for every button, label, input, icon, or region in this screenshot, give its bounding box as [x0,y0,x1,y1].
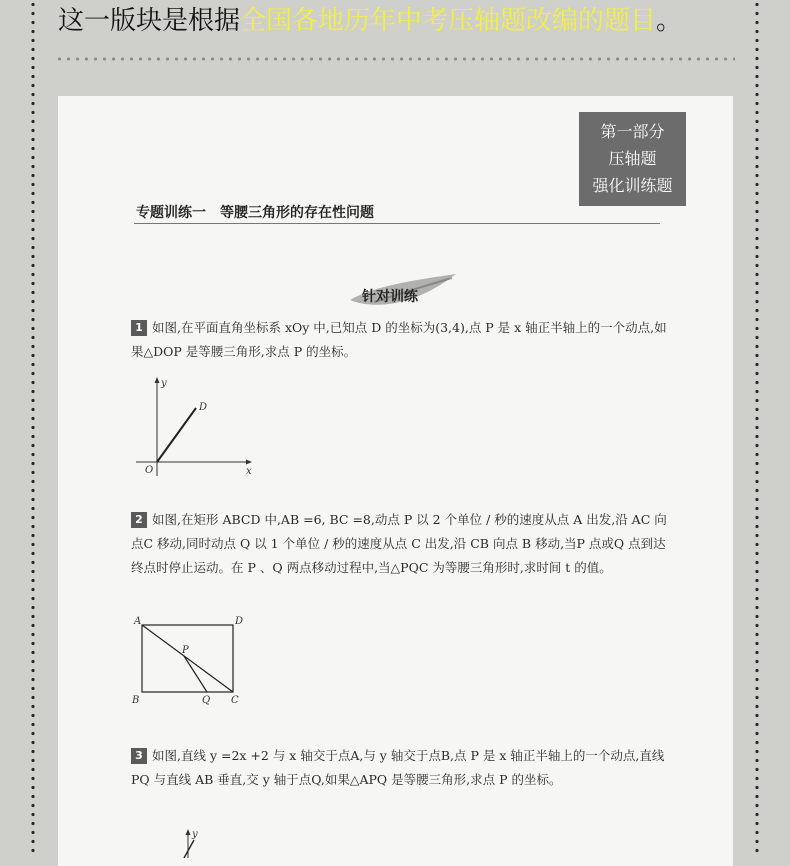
problem-number: 2 [131,512,147,528]
label-q: Q [202,695,211,706]
book-page [58,96,733,866]
banner-label: 针对训练 [362,289,418,305]
figure-rectangle-abcd [130,612,255,712]
problem-3 [131,744,671,792]
part-label-line2: 压轴题 [608,149,657,168]
label-d: D [235,616,244,627]
label-b: B [132,695,140,706]
headline-end: 。 [656,6,683,36]
section-title: 专题训练一 等腰三角形的存在性问题 [136,205,374,221]
part-label-line3: 强化训练题 [592,176,673,195]
problem-text: 如图,在矩形 ABCD 中,AB =6, BC =8,动点 P 以 2 个单位 / 秒的速度从点 A 出发,沿 AC 向点C 移动,同时动点 Q 以 1 个单位 / 秒的速度从点 C 出发,沿 CB 向点 B 移动,当P 点或Q 点到达终点时停止运动。在 P 、Q 两点移动过程中,当△PQC 为等腰三角形时,求时间 t 的值。 [131,512,667,575]
problem-text: 如图,在平面直角坐标系 xOy 中,已知点 D 的坐标为(3,4),点 P 是 x 轴正半轴上的一个动点,如果△DOP 是等腰三角形,求点 P 的坐标。 [131,320,667,359]
problem-1 [131,316,671,364]
headline [58,2,748,42]
label-y: y [161,378,167,389]
label-x: x [246,466,252,477]
segment-od [157,408,196,462]
problem-2 [131,508,671,580]
label-y: y [192,829,198,840]
label-c: C [231,695,239,706]
problem-number: 3 [131,748,147,764]
label-p: P [182,645,189,656]
label-d: D [199,402,208,413]
segment-pq [184,656,207,692]
dotted-border-right [755,0,759,855]
figure-coordinate-plane [130,372,265,477]
label-origin: O [145,465,154,476]
problem-number: 1 [131,320,147,336]
dotted-divider [55,56,735,62]
headline-text: 这一版块是根据 [58,6,241,36]
figure-line-graph [168,828,228,858]
headline-highlight: 全国各地历年中考压轴题改编的题目 [240,6,657,36]
line-ab [184,840,194,858]
dotted-border-left [31,0,35,855]
label-a: A [134,616,142,627]
part-label-box [579,112,686,206]
part-label-line1: 第一部分 [600,122,665,141]
practice-banner [344,272,464,312]
problem-text: 如图,直线 y =2x +2 与 x 轴交于点A,与 y 轴交于点B,点 P 是 x 轴正半轴上的一个动点,直线 PQ 与直线 AB 垂直,交 y 轴于点Q,如果△APQ 是等腰三角形,求点 P 的坐标。 [131,748,665,787]
diagonal-ac [142,625,233,692]
section-rule [134,223,660,224]
